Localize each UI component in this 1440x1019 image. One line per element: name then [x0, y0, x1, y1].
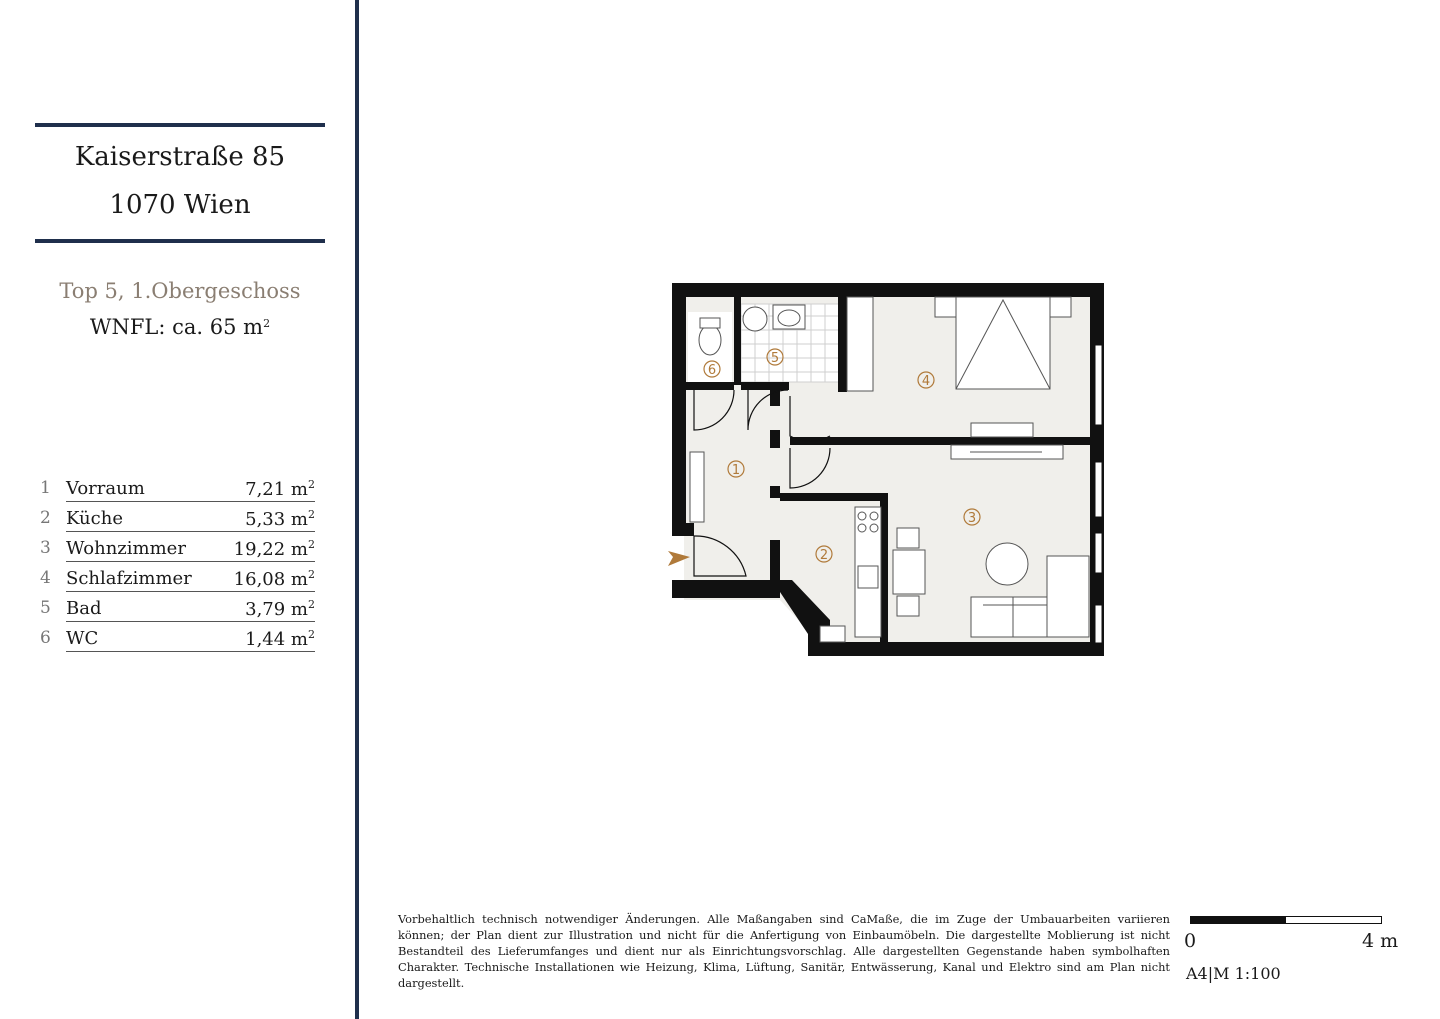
- room-area-sup: 2: [308, 508, 315, 521]
- room-area-value: 3,79 m: [245, 599, 308, 620]
- room-name: Vorraum: [66, 478, 145, 499]
- unit-floor: Top 5, 1.Obergeschoss: [59, 279, 301, 303]
- room-name: Bad: [66, 598, 102, 619]
- room-number: 6: [40, 628, 51, 648]
- plan-marker-label: 4: [921, 374, 931, 389]
- plan-marker-label: 3: [967, 511, 977, 526]
- room-name: Wohnzimmer: [66, 538, 186, 559]
- room-number: 3: [40, 538, 51, 558]
- room-area-value: 1,44 m: [245, 629, 308, 650]
- room-area-value: 5,33 m: [245, 509, 308, 530]
- scale-ratio: A4|M 1:100: [1186, 964, 1281, 983]
- room-number: 1: [40, 478, 51, 498]
- room-area-sup: 2: [308, 598, 315, 611]
- room-area-value: 16,08 m: [233, 569, 308, 590]
- address-street: Kaiserstraße 85: [74, 142, 286, 172]
- room-name: Schlafzimmer: [66, 568, 192, 589]
- room-name: WC: [66, 628, 99, 649]
- unit-area-text: WNFL: ca. 65 m: [89, 315, 264, 339]
- room-name: Küche: [66, 508, 123, 529]
- room-area-sup: 2: [308, 628, 315, 641]
- plan-marker-label: 1: [731, 463, 741, 478]
- scale-start-label: 0: [1184, 930, 1197, 952]
- disclaimer-text: Vorbehaltlich technisch notwendiger Änderungen. Alle Maßangaben sind CaMaße, die im Zuge der Umbauarbeiten variieren können; der Plan dient zur Illustration und nicht für die Anfertigung von Einbaumöbeln. Die dargestellte Moblierung ist nicht Bestandteil des Lieferumfanges und dient nur als Einrichtungsvorschlag. Alle dargestellten Gegenstande haben symbolhaften Charakter. Technische Installationen wie Heizung, Klima, Lüftung, Sanitär, Entwässerung, Kanal und Elektro sind am Plan nicht dargestellt.: [398, 912, 1170, 990]
- address-city: 1070 Wien: [109, 190, 251, 220]
- plan-marker-label: 6: [707, 363, 717, 378]
- plan-marker-label: 2: [819, 548, 829, 563]
- room-number: 5: [40, 598, 51, 618]
- room-area-sup: 2: [308, 478, 315, 491]
- scale-bar: [1190, 916, 1382, 924]
- room-area-sup: 2: [308, 568, 315, 581]
- room-area-value: 19,22 m: [233, 539, 308, 560]
- scale-bar-fill: [1191, 917, 1286, 923]
- room-number: 4: [40, 568, 51, 588]
- scale-end-label: 4 m: [1362, 930, 1399, 952]
- room-area-sup: 2: [308, 538, 315, 551]
- room-number: 2: [40, 508, 51, 528]
- room-area-value: 7,21 m: [245, 479, 308, 500]
- plan-marker-label: 5: [770, 351, 780, 366]
- unit-area-sup: 2: [263, 317, 271, 330]
